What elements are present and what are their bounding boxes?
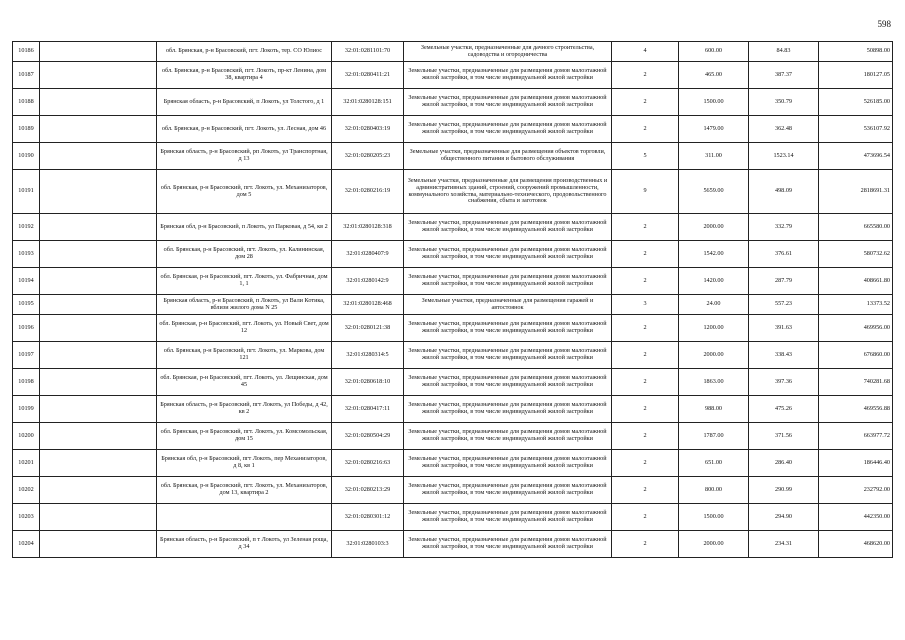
cadastral-number-cell: 32:01:0280128:468 (332, 295, 404, 315)
land-use-cell: Земельные участки, предназначенные для размещения домов малоэтажной жилой застройки, в том числе индивидуальной жилой застройки (404, 504, 612, 531)
cadastral-number-cell: 32:01:0280301:12 (332, 504, 404, 531)
table-row (13, 89, 893, 116)
area-cell: 1787.00 (679, 423, 749, 450)
land-use-cell: Земельные участки, предназначенные для размещения домов малоэтажной жилой застройки, в том числе индивидуальной жилой застройки (404, 315, 612, 342)
address-cell: обл. Брянская, р-н Брасовский, пгт. Локоть, ул. Маркова, дом 121 (157, 342, 332, 369)
cadastral-value-cell: 526185.00 (819, 89, 893, 116)
class-cell: 2 (612, 214, 679, 241)
specific-value-cell: 350.79 (749, 89, 819, 116)
specific-value-cell: 387.37 (749, 62, 819, 89)
table-row (13, 477, 893, 504)
spacer-cell (40, 423, 157, 450)
row-number: 10187 (13, 62, 40, 89)
cadastral-number-cell: 32:01:0280314:5 (332, 342, 404, 369)
row-number: 10194 (13, 268, 40, 295)
area-cell: 800.00 (679, 477, 749, 504)
land-use-cell: Земельные участки, предназначенные для дачного строительства, садоводства и огородничества (404, 42, 612, 62)
spacer-cell (40, 42, 157, 62)
land-use-cell: Земельные участки, предназначенные для размещения домов малоэтажной жилой застройки, в том числе индивидуальной жилой застройки (404, 241, 612, 268)
cadastral-number-cell: 32:01:0280216:63 (332, 450, 404, 477)
spacer-cell (40, 450, 157, 477)
area-cell: 1200.00 (679, 315, 749, 342)
address-cell: Брянская область, р-н Брасовский, п Локоть, ул Вали Котика, вблизи жилого дома N 25 (157, 295, 332, 315)
address-cell: Брянская область, р-н Брасовский, рп Локоть, ул Транспортная, д 13 (157, 143, 332, 170)
cadastral-number-cell: 32:01:0280403:19 (332, 116, 404, 143)
address-cell: обл. Брянская, р-н Брасовский, пгт. Локоть, ул. Лесная, дом 46 (157, 116, 332, 143)
table-row (13, 62, 893, 89)
class-cell: 9 (612, 170, 679, 214)
row-number: 10191 (13, 170, 40, 214)
class-cell: 2 (612, 504, 679, 531)
class-cell: 2 (612, 342, 679, 369)
cadastral-value-cell: 2818691.31 (819, 170, 893, 214)
area-cell: 2000.00 (679, 342, 749, 369)
row-number: 10196 (13, 315, 40, 342)
cadastral-number-cell: 32:01:0280417:11 (332, 396, 404, 423)
cadastral-value-cell: 180127.05 (819, 62, 893, 89)
spacer-cell (40, 214, 157, 241)
class-cell: 2 (612, 315, 679, 342)
address-cell: Брянская обл, р-н Брасовский, пгт Локоть, пер Механизаторов, д 8, кв 1 (157, 450, 332, 477)
table-row (13, 315, 893, 342)
cadastral-value-cell: 408661.80 (819, 268, 893, 295)
cadastral-number-cell: 32:01:0280128:151 (332, 89, 404, 116)
specific-value-cell: 397.36 (749, 369, 819, 396)
address-cell: обл. Брянская, р-н Брасовский, пгт. Локоть, ул. Механизаторов, дом 5 (157, 170, 332, 214)
cadastral-number-cell: 32:01:0280128:318 (332, 214, 404, 241)
spacer-cell (40, 342, 157, 369)
cadastral-value-cell: 442350.00 (819, 504, 893, 531)
table-row (13, 450, 893, 477)
spacer-cell (40, 295, 157, 315)
cadastral-number-cell: 32:01:0280142:9 (332, 268, 404, 295)
class-cell: 3 (612, 295, 679, 315)
land-use-cell: Земельные участки, предназначенные для размещения домов малоэтажной жилой застройки, в том числе индивидуальной жилой застройки (404, 116, 612, 143)
table-row (13, 342, 893, 369)
area-cell: 988.00 (679, 396, 749, 423)
land-use-cell: Земельные участки, предназначенные для размещения домов малоэтажной жилой застройки, в том числе индивидуальной жилой застройки (404, 396, 612, 423)
class-cell: 2 (612, 531, 679, 558)
land-use-cell: Земельные участки, предназначенные для размещения домов малоэтажной жилой застройки, в том числе индивидуальной жилой застройки (404, 369, 612, 396)
area-cell: 1479.00 (679, 116, 749, 143)
area-cell: 465.00 (679, 62, 749, 89)
cadastral-number-cell: 32:01:0280504:29 (332, 423, 404, 450)
table-row (13, 369, 893, 396)
cadastral-value-cell: 469556.88 (819, 396, 893, 423)
row-number: 10200 (13, 423, 40, 450)
address-cell: обл. Брянская, р-н Брасовский, пгт. Локоть, пр-кт Ленина, дом 38, квартира 4 (157, 62, 332, 89)
cadastral-value-cell: 665580.00 (819, 214, 893, 241)
class-cell: 5 (612, 143, 679, 170)
class-cell: 2 (612, 116, 679, 143)
land-use-cell: Земельные участки, предназначенные для размещения домов малоэтажной жилой застройки, в том числе индивидуальной жилой застройки (404, 450, 612, 477)
cadastral-value-cell: 13373.52 (819, 295, 893, 315)
row-number: 10201 (13, 450, 40, 477)
row-number: 10188 (13, 89, 40, 116)
cadastral-number-cell: 32:01:0280121:38 (332, 315, 404, 342)
table-row (13, 504, 893, 531)
cadastral-value-cell: 536107.92 (819, 116, 893, 143)
class-cell: 4 (612, 42, 679, 62)
row-number: 10204 (13, 531, 40, 558)
spacer-cell (40, 477, 157, 504)
table-row (13, 396, 893, 423)
cadastral-value-cell: 232792.00 (819, 477, 893, 504)
cadastral-number-cell: 32:01:0281101:70 (332, 42, 404, 62)
area-cell: 311.00 (679, 143, 749, 170)
class-cell: 2 (612, 477, 679, 504)
table-row (13, 268, 893, 295)
cadastral-number-cell: 32:01:0280618:10 (332, 369, 404, 396)
address-cell: обл. Брянская, р-н Брасовский, пгт. Локоть, ул. Новый Свет, дом 12 (157, 315, 332, 342)
spacer-cell (40, 369, 157, 396)
specific-value-cell: 371.56 (749, 423, 819, 450)
cadastral-number-cell: 32:01:0280213:29 (332, 477, 404, 504)
table-row (13, 42, 893, 62)
address-cell: обл. Брянская, р-н Брасовский, пгт. Локоть, ул. Механизаторов, дом 13, квартира 2 (157, 477, 332, 504)
land-use-cell: Земельные участки, предназначенные для размещения домов малоэтажной жилой застройки, в том числе индивидуальной жилой застройки (404, 342, 612, 369)
row-number: 10199 (13, 396, 40, 423)
specific-value-cell: 234.31 (749, 531, 819, 558)
land-use-cell: Земельные участки, предназначенные для размещения домов малоэтажной жилой застройки, в том числе индивидуальной жилой застройки (404, 62, 612, 89)
area-cell: 600.00 (679, 42, 749, 62)
cadastral-number-cell: 32:01:0280407:9 (332, 241, 404, 268)
row-number: 10186 (13, 42, 40, 62)
specific-value-cell: 1523.14 (749, 143, 819, 170)
cadastral-value-cell: 676860.00 (819, 342, 893, 369)
cadastral-value-cell: 469956.00 (819, 315, 893, 342)
row-number: 10192 (13, 214, 40, 241)
class-cell: 2 (612, 268, 679, 295)
land-registry-table (12, 41, 893, 558)
class-cell: 2 (612, 62, 679, 89)
land-use-cell: Земельные участки, предназначенные для размещения домов малоэтажной жилой застройки, в том числе индивидуальной жилой застройки (404, 423, 612, 450)
specific-value-cell: 290.99 (749, 477, 819, 504)
specific-value-cell: 498.09 (749, 170, 819, 214)
address-cell: Брянская обл, р-н Брасовский, п Локоть, ул Парковая, д 54, кв 2 (157, 214, 332, 241)
spacer-cell (40, 116, 157, 143)
area-cell: 1420.00 (679, 268, 749, 295)
row-number: 10203 (13, 504, 40, 531)
specific-value-cell: 287.79 (749, 268, 819, 295)
table-row (13, 295, 893, 315)
area-cell: 2000.00 (679, 214, 749, 241)
class-cell: 2 (612, 396, 679, 423)
cadastral-number-cell: 32:01:0280411:21 (332, 62, 404, 89)
cadastral-number-cell: 32:01:0280103:3 (332, 531, 404, 558)
area-cell: 2000.00 (679, 531, 749, 558)
specific-value-cell: 475.26 (749, 396, 819, 423)
spacer-cell (40, 396, 157, 423)
cadastral-value-cell: 186446.40 (819, 450, 893, 477)
cadastral-value-cell: 663977.72 (819, 423, 893, 450)
spacer-cell (40, 241, 157, 268)
land-use-cell: Земельные участки, предназначенные для размещения домов малоэтажной жилой застройки, в том числе индивидуальной жилой застройки (404, 214, 612, 241)
row-number: 10198 (13, 369, 40, 396)
specific-value-cell: 376.61 (749, 241, 819, 268)
spacer-cell (40, 504, 157, 531)
table-row (13, 241, 893, 268)
land-use-cell: Земельные участки, предназначенные для размещения домов малоэтажной жилой застройки, в том числе индивидуальной жилой застройки (404, 531, 612, 558)
cadastral-value-cell: 580732.62 (819, 241, 893, 268)
row-number: 10190 (13, 143, 40, 170)
specific-value-cell: 84.83 (749, 42, 819, 62)
row-number: 10197 (13, 342, 40, 369)
specific-value-cell: 557.23 (749, 295, 819, 315)
specific-value-cell: 332.79 (749, 214, 819, 241)
row-number: 10202 (13, 477, 40, 504)
cadastral-value-cell: 473696.54 (819, 143, 893, 170)
land-use-cell: Земельные участки, предназначенные для размещения объектов торговли, общественного питания и бытового обслуживания (404, 143, 612, 170)
specific-value-cell: 391.63 (749, 315, 819, 342)
spacer-cell (40, 89, 157, 116)
address-cell: обл. Брянская, р-н Брасовский, пгт. Локоть, ул. Лещинская, дом 45 (157, 369, 332, 396)
table-row (13, 143, 893, 170)
class-cell: 2 (612, 89, 679, 116)
spacer-cell (40, 170, 157, 214)
page-number: 598 (877, 19, 891, 29)
cadastral-number-cell: 32:01:0280205:23 (332, 143, 404, 170)
address-cell (157, 504, 332, 531)
specific-value-cell: 338.43 (749, 342, 819, 369)
row-number: 10193 (13, 241, 40, 268)
land-use-cell: Земельные участки, предназначенные для размещения домов малоэтажной жилой застройки, в том числе индивидуальной жилой застройки (404, 477, 612, 504)
class-cell: 2 (612, 423, 679, 450)
table-row (13, 116, 893, 143)
address-cell: обл. Брянская, р-н Брасовский, пгт. Локоть, ул. Калининская, дом 28 (157, 241, 332, 268)
land-use-cell: Земельные участки, предназначенные для размещения домов малоэтажной жилой застройки, в том числе индивидуальной жилой застройки (404, 89, 612, 116)
specific-value-cell: 362.48 (749, 116, 819, 143)
address-cell: Брянская область, р-н Брасовский, п Локоть, ул Толстого, д 1 (157, 89, 332, 116)
class-cell: 2 (612, 241, 679, 268)
spacer-cell (40, 531, 157, 558)
area-cell: 1542.00 (679, 241, 749, 268)
spacer-cell (40, 143, 157, 170)
row-number: 10195 (13, 295, 40, 315)
spacer-cell (40, 268, 157, 295)
table-row (13, 423, 893, 450)
specific-value-cell: 286.40 (749, 450, 819, 477)
address-cell: Брянская область, р-н Брасовский, пгт Локоть, ул Победы, д 42, кв 2 (157, 396, 332, 423)
area-cell: 5659.00 (679, 170, 749, 214)
specific-value-cell: 294.90 (749, 504, 819, 531)
area-cell: 1500.00 (679, 504, 749, 531)
area-cell: 1500.00 (679, 89, 749, 116)
spacer-cell (40, 315, 157, 342)
area-cell: 24.00 (679, 295, 749, 315)
cadastral-value-cell: 740281.68 (819, 369, 893, 396)
address-cell: Брянская область, р-н Брасовский, п т Локоть, ул Зеленая роща, д 34 (157, 531, 332, 558)
table-row (13, 531, 893, 558)
land-use-cell: Земельные участки, предназначенные для размещения домов малоэтажной жилой застройки, в том числе индивидуальной жилой застройки (404, 268, 612, 295)
spacer-cell (40, 62, 157, 89)
area-cell: 651.00 (679, 450, 749, 477)
land-use-cell: Земельные участки, предназначенные для размещения производственных и административных зданий, строений, сооружений промышленности, коммунального хозяйства, материально-технического, продовольственного снабжения, сбыта и заготовок (404, 170, 612, 214)
address-cell: обл. Брянская, р-н Брасовский, пгт. Локоть, ул. Фабричная, дом 1, 1 (157, 268, 332, 295)
cadastral-value-cell: 50898.00 (819, 42, 893, 62)
row-number: 10189 (13, 116, 40, 143)
address-cell: обл. Брянская, р-н Брасовский, пгт. Локоть, тер. СО Юлиос (157, 42, 332, 62)
land-use-cell: Земельные участки, предназначенные для размещения гаражей и автостоянок (404, 295, 612, 315)
cadastral-number-cell: 32:01:0280216:19 (332, 170, 404, 214)
table-row (13, 214, 893, 241)
class-cell: 2 (612, 369, 679, 396)
class-cell: 2 (612, 450, 679, 477)
cadastral-value-cell: 468620.00 (819, 531, 893, 558)
area-cell: 1863.00 (679, 369, 749, 396)
address-cell: обл. Брянская, р-н Брасовский, пгт. Локоть, ул. Комсомольская, дом 15 (157, 423, 332, 450)
table-row (13, 170, 893, 214)
